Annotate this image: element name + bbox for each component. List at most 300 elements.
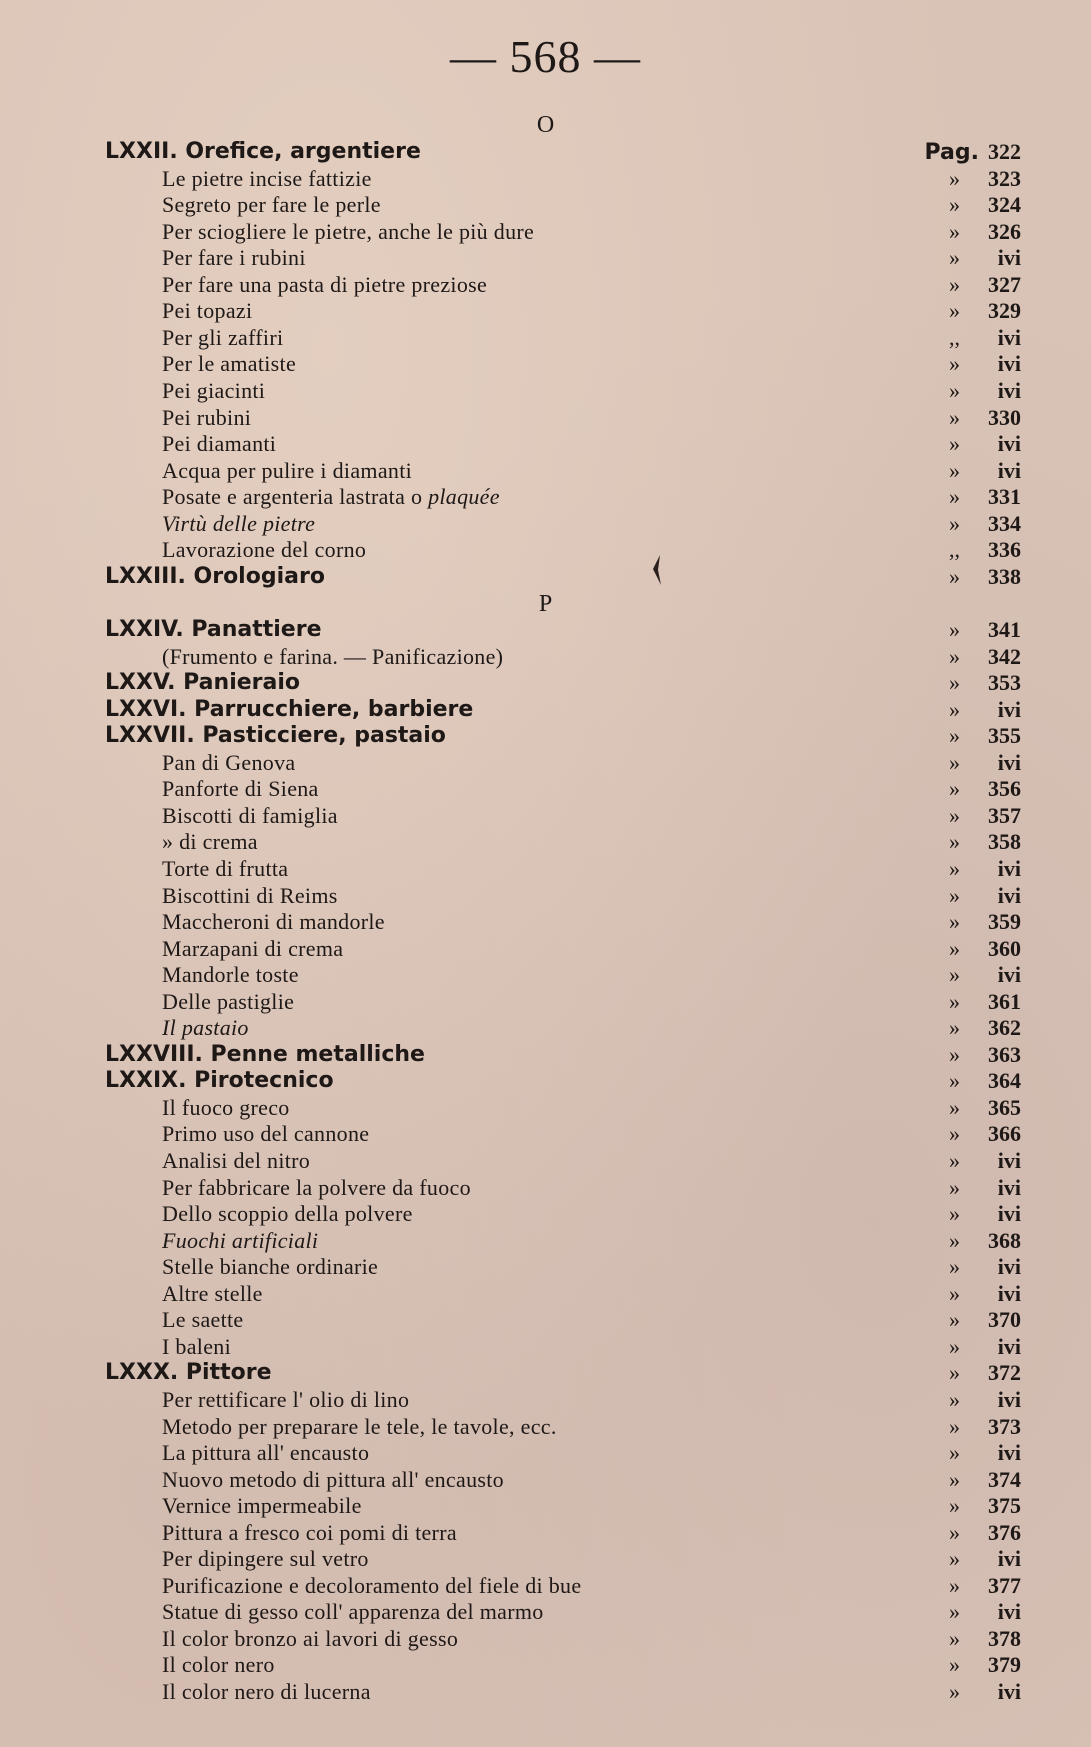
page-number-ref: 375 (988, 1493, 1021, 1519)
page-reference (949, 644, 1021, 670)
page-reference (949, 1573, 1021, 1599)
entry-title-text: Virtù delle pietre (162, 510, 316, 536)
entry-title-text: Lavorazione del corno (162, 537, 367, 563)
page-mark: » (949, 1307, 960, 1333)
page-reference (949, 1175, 1021, 1201)
page-number-ref: 378 (988, 1625, 1021, 1651)
page-mark: » (949, 1572, 960, 1598)
entry-title (162, 1334, 231, 1360)
page-number-ref: 360 (988, 935, 1021, 961)
page-mark: » (949, 1227, 960, 1253)
page-mark: » (949, 1546, 960, 1572)
page-number-ref: ivi (997, 1174, 1021, 1200)
page-mark: » (949, 457, 960, 483)
page-reference (949, 750, 1021, 776)
entry-title (105, 1042, 425, 1068)
page-reference (949, 829, 1021, 855)
entry-title-text: Marzapani di crema (162, 935, 344, 961)
page-mark: » (949, 829, 960, 855)
entry-title (162, 484, 500, 510)
topic-entry (0, 1652, 1091, 1678)
page-reference (949, 1228, 1021, 1254)
page-mark: » (949, 802, 960, 828)
page-reference (949, 856, 1021, 882)
entry-title (162, 803, 338, 829)
page-mark: ,, (949, 537, 960, 563)
page-number-ref: 327 (988, 271, 1021, 297)
page-reference (949, 1467, 1021, 1493)
page-reference (949, 1121, 1021, 1147)
entry-title (162, 245, 306, 271)
entry-title-text: Pei rubini (162, 404, 252, 430)
entry-title-text: Il color nero (162, 1652, 275, 1678)
page-reference (949, 1626, 1021, 1652)
page-reference (949, 989, 1021, 1015)
page-number-ref: 324 (988, 192, 1021, 218)
page-number-ref: ivi (997, 1333, 1021, 1359)
page-mark: » (949, 1201, 960, 1227)
page-mark: » (949, 431, 960, 457)
entry-title-text: Pei diamanti (162, 431, 277, 457)
topic-entry (0, 1387, 1091, 1413)
entry-title-text: Maccheroni di mandorle (162, 909, 385, 935)
entry-title (162, 325, 283, 351)
topic-entry (0, 272, 1091, 298)
chapter-entry (0, 723, 1091, 749)
page-number-ref: 364 (988, 1068, 1021, 1094)
entry-title-text: Il pastaio (162, 1015, 249, 1041)
page-mark: » (949, 245, 960, 271)
page-number-ref: 356 (988, 776, 1021, 802)
topic-entry (0, 1121, 1091, 1147)
page-number: — 568 — (450, 31, 641, 82)
entry-title-text: Le pietre incise fattizie (162, 165, 372, 191)
page-number-ref: ivi (997, 749, 1021, 775)
topic-entry (0, 1493, 1091, 1519)
page-number-ref: ivi (997, 324, 1021, 350)
page-mark: » (949, 1148, 960, 1173)
topic-entry (0, 1599, 1091, 1625)
page-mark: » (949, 1068, 960, 1094)
entry-title (162, 1254, 378, 1280)
entry-title (162, 1121, 369, 1147)
entry-title-text: (Frumento e farina. — Panificazione) (162, 643, 504, 669)
page-mark: » (949, 1413, 960, 1439)
entry-title-text: Stelle bianche ordinarie (162, 1254, 379, 1280)
page-number-ref: ivi (997, 882, 1021, 908)
page-number-ref: 322 (988, 139, 1021, 164)
page-mark: » (949, 1493, 960, 1519)
page-reference (949, 192, 1021, 218)
page-number-ref: 359 (988, 909, 1021, 935)
page-reference (949, 378, 1021, 404)
entry-title (162, 272, 487, 298)
entry-title (162, 298, 252, 324)
entry-title (162, 1148, 310, 1174)
entry-title-text: Il color nero di lucerna (162, 1679, 371, 1704)
entry-title (162, 1387, 409, 1413)
topic-entry (0, 1414, 1091, 1440)
topic-entry (0, 431, 1091, 457)
page-mark: » (949, 1599, 960, 1625)
topic-entry (0, 1307, 1091, 1333)
page-number-ref: ivi (997, 1386, 1021, 1412)
topic-entry (0, 750, 1091, 776)
topic-entry (0, 829, 1091, 855)
entry-title (105, 1068, 334, 1094)
page-number-ref: 329 (988, 298, 1021, 324)
entry-title-text: Pei topazi (162, 298, 253, 324)
topic-entry (0, 1015, 1091, 1041)
page-mark: » (949, 218, 960, 244)
page-number-ref: ivi (997, 351, 1021, 377)
page-mark: » (949, 1254, 960, 1280)
page-reference (925, 139, 1021, 166)
page-number-ref: ivi (997, 696, 1021, 722)
page-reference (949, 1440, 1021, 1466)
topic-entry (0, 511, 1091, 537)
page-number-ref: 341 (988, 617, 1021, 642)
page-mark: » (949, 1440, 960, 1466)
page-number-ref: ivi (997, 1546, 1021, 1572)
chapter-entry (0, 617, 1091, 643)
page-reference (949, 1493, 1021, 1519)
page-mark: » (949, 1015, 960, 1041)
entry-title (162, 166, 372, 192)
page-reference (949, 883, 1021, 909)
entry-title-text: Purificazione e decoloramento del fiele di bue (162, 1572, 582, 1598)
entry-title-text: Primo uso del cannone (162, 1121, 370, 1147)
entry-title-text: Dello scoppio della polvere (162, 1201, 413, 1227)
entry-title-text: Il fuoco greco (162, 1094, 290, 1120)
page-reference (949, 1015, 1021, 1041)
topic-entry (0, 351, 1091, 377)
topic-entry (0, 166, 1091, 192)
page-number-ref: 362 (988, 1015, 1021, 1041)
entry-title-text: Posate e argenteria lastrata o (162, 484, 429, 510)
entry-title (162, 909, 385, 935)
page-mark: » (949, 1386, 960, 1412)
entry-title (162, 378, 265, 404)
page-mark: » (949, 696, 960, 722)
entry-title-text: I baleni (162, 1333, 231, 1359)
page-reference (949, 1281, 1021, 1307)
entry-title (162, 1679, 371, 1705)
topic-entry (0, 1467, 1091, 1493)
page-mark: » (949, 1360, 960, 1386)
entry-title (162, 1414, 557, 1440)
entry-title (162, 1228, 318, 1254)
topic-entry (0, 484, 1091, 510)
page-number-ref: 373 (988, 1413, 1021, 1439)
entry-title-text: Analisi del nitro (162, 1148, 311, 1173)
chapter-entry (0, 1042, 1091, 1068)
page-reference (949, 1254, 1021, 1280)
topic-entry (0, 1626, 1091, 1652)
entry-title-text: Nuovo metodo di pittura all' encausto (162, 1466, 504, 1492)
topic-entry (0, 1254, 1091, 1280)
page-mark: » (949, 723, 960, 749)
topic-entry (0, 1148, 1091, 1174)
page-reference (949, 245, 1021, 271)
topic-entry (0, 1334, 1091, 1360)
entry-title (162, 856, 288, 882)
entry-title-text: Pei giacinti (162, 377, 266, 403)
page-reference (949, 962, 1021, 988)
page-reference (949, 484, 1021, 510)
topic-entry (0, 537, 1091, 563)
entry-title-text: LXXV. Panieraio (105, 670, 301, 696)
page-number-ref: 372 (988, 1360, 1021, 1386)
topic-entry (0, 856, 1091, 882)
section-letter: P (538, 591, 553, 617)
entry-title-text: Per fare una pasta di pietre preziose (162, 271, 488, 297)
entry-title-text: Statue di gesso coll' apparenza del marmo (162, 1599, 544, 1625)
page-mark: Pag. (924, 140, 979, 165)
page-reference (949, 697, 1021, 723)
page-mark: » (949, 776, 960, 802)
entry-title (162, 458, 412, 484)
page-reference (949, 1334, 1021, 1360)
page-mark: » (949, 1333, 960, 1359)
page-number-ref: 358 (988, 829, 1021, 855)
page-number-ref: ivi (997, 1148, 1021, 1173)
page-reference (949, 1148, 1021, 1174)
topic-entry (0, 803, 1091, 829)
topic-entry (0, 1281, 1091, 1307)
page-mark: » (949, 563, 960, 589)
entry-title-text: Torte di frutta (162, 855, 289, 881)
page-reference (949, 936, 1021, 962)
topic-entry (0, 219, 1091, 245)
page-mark: » (949, 617, 960, 642)
page-mark: » (949, 1094, 960, 1120)
entry-title-text: LXXIX. Pirotecnico (105, 1068, 334, 1094)
page-number-ref: ivi (997, 1440, 1021, 1466)
page-mark: » (949, 271, 960, 297)
topic-entry (0, 883, 1091, 909)
topic-entry (0, 1573, 1091, 1599)
topic-entry (0, 962, 1091, 988)
page-mark: » (949, 1466, 960, 1492)
entry-title (105, 697, 473, 723)
page-reference (949, 776, 1021, 802)
page-reference (949, 272, 1021, 298)
topic-entry (0, 1546, 1091, 1572)
topic-entry (0, 325, 1091, 351)
page-mark: » (949, 510, 960, 536)
entry-title (162, 1652, 275, 1678)
page-mark: » (949, 1121, 960, 1147)
page-reference (949, 511, 1021, 537)
entry-title (162, 750, 295, 776)
page-number-ref: 376 (988, 1519, 1021, 1545)
entry-title (162, 1440, 369, 1466)
entry-title-text: Metodo per preparare le tele, le tavole, ecc. (162, 1413, 557, 1439)
page-reference (949, 166, 1021, 192)
entry-title-text: Per sciogliere le pietre, anche le più dure (162, 218, 535, 244)
topic-entry (0, 1440, 1091, 1466)
page-reference (949, 1414, 1021, 1440)
entry-title (162, 829, 258, 855)
page-mark: » (949, 351, 960, 377)
entry-title (162, 405, 251, 431)
page-number-ref: ivi (997, 457, 1021, 483)
entry-title-text: Biscottini di Reims (162, 882, 338, 908)
entry-title (105, 723, 446, 749)
entry-title (162, 883, 338, 909)
entry-title (105, 1360, 272, 1386)
page-mark: » (949, 1679, 960, 1704)
page-number-ref: 357 (988, 802, 1021, 828)
page-number-ref: 363 (988, 1041, 1021, 1067)
page-number-ref: 326 (988, 218, 1021, 244)
entry-title-text: Per rettificare l' olio di lino (162, 1386, 410, 1412)
page-reference (949, 617, 1021, 643)
page-number-ref: ivi (997, 431, 1021, 457)
page-number-ref: ivi (997, 377, 1021, 403)
page-reference (949, 564, 1021, 590)
topic-entry (0, 378, 1091, 404)
chapter-entry (0, 697, 1091, 723)
page-mark: » (949, 377, 960, 403)
topic-entry (0, 936, 1091, 962)
entry-title-text: Segreto per fare le perle (162, 192, 381, 218)
page-reference (949, 458, 1021, 484)
entry-title-text: La pittura all' encausto (162, 1440, 370, 1466)
entry-title-text: LXXIII. Orologiaro (105, 563, 325, 589)
entry-title-text: LXXVII. Pasticciere, pastaio (105, 723, 446, 749)
page-mark: » (949, 988, 960, 1014)
page-reference (949, 351, 1021, 377)
entry-title-text: Per fabbricare la polvere da fuoco (162, 1174, 471, 1200)
entry-title-text: Pittura a fresco coi pomi di terra (162, 1519, 457, 1545)
entry-title (162, 776, 319, 802)
entry-title-text: Per dipingere sul vetro (162, 1546, 369, 1572)
page-mark: » (949, 749, 960, 775)
page-mark: » (949, 298, 960, 324)
page-mark: » (949, 1280, 960, 1306)
topic-entry (0, 458, 1091, 484)
page-reference (949, 909, 1021, 935)
page-number-ref: 353 (988, 670, 1021, 696)
page-mark: » (949, 909, 960, 935)
page-reference (949, 325, 1021, 351)
page-mark: » (949, 882, 960, 908)
entry-title (162, 1015, 249, 1041)
page-number-ref: 366 (988, 1121, 1021, 1147)
page-reference (949, 1042, 1021, 1068)
entry-title (162, 644, 503, 670)
page-mark: » (949, 962, 960, 988)
page-mark: » (949, 1041, 960, 1067)
entry-title-text: » di crema (162, 829, 258, 855)
entry-title (162, 1095, 290, 1121)
page-mark: ,, (949, 324, 960, 350)
entry-title-text: Altre stelle (162, 1280, 263, 1306)
topic-entry (0, 1201, 1091, 1227)
entry-title (162, 219, 534, 245)
topic-entry (0, 776, 1091, 802)
page-mark: » (949, 192, 960, 218)
page-number-ref: 374 (988, 1466, 1021, 1492)
chapter-entry (0, 139, 1091, 165)
page-reference (949, 1679, 1021, 1705)
page-reference (949, 219, 1021, 245)
entry-title (105, 564, 325, 590)
page-number-ref: ivi (997, 855, 1021, 881)
entry-title (162, 1573, 581, 1599)
topic-entry (0, 1175, 1091, 1201)
entry-title (105, 139, 421, 165)
entry-title-text: Per le amatiste (162, 351, 297, 377)
page-reference (949, 1387, 1021, 1413)
page-number-ref: ivi (997, 1254, 1021, 1280)
page-reference (949, 670, 1021, 696)
topic-entry (0, 644, 1091, 670)
page-number-ref: ivi (997, 1201, 1021, 1227)
page-number-ref: 323 (988, 165, 1021, 191)
page-reference (949, 1201, 1021, 1227)
entry-title (162, 1493, 362, 1519)
page-reference (949, 1652, 1021, 1678)
topic-entry (0, 298, 1091, 324)
chapter-entry (0, 1068, 1091, 1094)
entry-title (162, 962, 299, 988)
page-mark: » (949, 1625, 960, 1651)
page-reference (949, 1599, 1021, 1625)
page-number-ref: ivi (997, 1599, 1021, 1625)
page-number-ref: ivi (997, 962, 1021, 988)
entry-title-text: Fuochi artificiali (162, 1227, 319, 1253)
page-mark: » (949, 855, 960, 881)
entry-title-text: LXXII. Orefice, argentiere (105, 139, 421, 164)
entry-title-text: Biscotti di famiglia (162, 802, 338, 828)
chapter-entry (0, 564, 1091, 590)
page-reference (949, 803, 1021, 829)
page-number-ref: 334 (988, 510, 1021, 536)
entry-title (162, 351, 296, 377)
chapter-entry (0, 670, 1091, 696)
page-reference (949, 431, 1021, 457)
page-reference (949, 1068, 1021, 1094)
entry-title (162, 1201, 413, 1227)
entry-title-text: LXXX. Pittore (105, 1360, 272, 1386)
entry-title (162, 1520, 457, 1546)
page-reference (949, 723, 1021, 749)
topic-entry (0, 909, 1091, 935)
entry-title (162, 936, 343, 962)
section-letter: O (536, 112, 555, 138)
page-number-ref: 355 (988, 723, 1021, 749)
page-reference (949, 1546, 1021, 1572)
page-number-ref: ivi (997, 1280, 1021, 1306)
entry-title-text: LXXVI. Parrucchiere, barbiere (105, 696, 474, 722)
page-reference (949, 298, 1021, 324)
entry-title (105, 617, 322, 643)
entry-title-text: Per fare i rubini (162, 245, 306, 271)
page-mark: » (949, 1652, 960, 1678)
page-mark: » (949, 1519, 960, 1545)
entry-title (162, 1175, 471, 1201)
entry-title-text: Il color bronzo ai lavori di gesso (162, 1625, 459, 1651)
entry-title-text: LXXIV. Panattiere (105, 617, 322, 642)
page-mark: » (949, 1174, 960, 1200)
entry-title (162, 511, 315, 537)
page-number-ref: 330 (988, 404, 1021, 430)
topic-entry (0, 1679, 1091, 1705)
entry-title-italic: plaquée (428, 484, 500, 510)
